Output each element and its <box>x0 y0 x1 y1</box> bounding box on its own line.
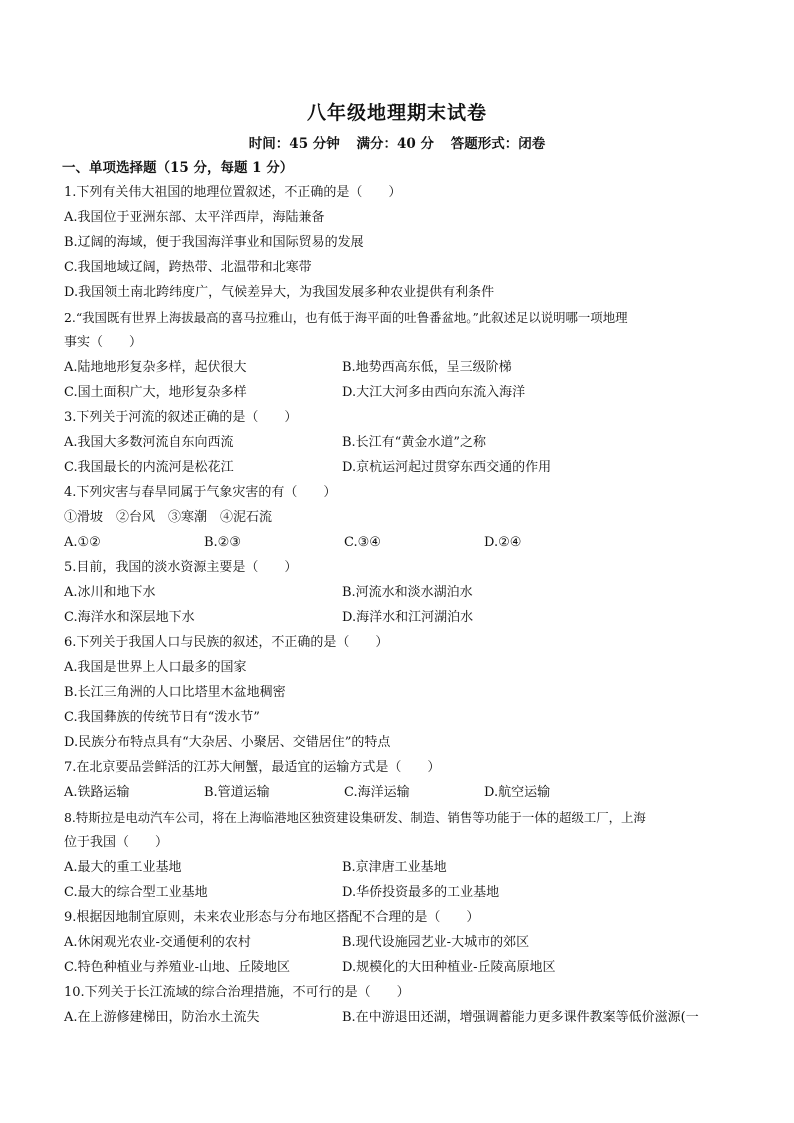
question-10-option-a: A.在上游修建梯田，防治水土流失 <box>64 1010 260 1025</box>
question-10-stem: 10.下列关于长江流域的综合治理措施，不可行的是（ ） <box>64 985 410 1000</box>
question-2-options-row2 <box>64 380 744 405</box>
exam-title: 八年级地理期末试卷 <box>306 102 487 124</box>
exam-meta <box>0 132 794 152</box>
question-3-option-c: C.我国最长的内流河是松花江 <box>64 460 234 475</box>
question-7-options <box>64 780 744 805</box>
question-5-option-b: B.河流水和淡水湖泊水 <box>342 585 473 600</box>
question-10-options-row1 <box>64 1005 744 1030</box>
question-7-stem: 7.在北京要品尝鲜活的江苏大闸蟹，最适宜的运输方式是（ ） <box>64 760 441 775</box>
question-7-option-a: A.铁路运输 <box>64 785 130 800</box>
question-7-option-c: C.海洋运输 <box>344 785 410 800</box>
question-2-stem-line2: 事实（ ） <box>64 335 143 350</box>
question-6-option-d: D.民族分布特点具有“大杂居、小聚居、交错居住”的特点 <box>64 735 391 750</box>
question-1-option-a: A.我国位于亚洲东部、太平洋西岸，海陆兼备 <box>64 210 325 225</box>
question-5-option-d: D.海洋水和江河湖泊水 <box>342 610 474 625</box>
question-2-options-row1 <box>64 355 744 380</box>
question-5-option-c: C.海洋水和深层地下水 <box>64 610 195 625</box>
question-2-option-a: A.陆地地形复杂多样，起伏很大 <box>64 360 247 375</box>
question-4-option-d: D.②④ <box>484 535 522 550</box>
question-7-option-d: D.航空运输 <box>484 785 551 800</box>
question-9-options-row1 <box>64 930 744 955</box>
exam-form: 答题形式：闭卷 <box>450 136 546 152</box>
question-4-option-c: C.③④ <box>344 535 381 550</box>
question-8-option-b: B.京津唐工业基地 <box>342 860 447 875</box>
question-4-option-b: B.②③ <box>204 535 241 550</box>
exam-time: 时间：45 分钟 <box>248 136 340 152</box>
question-9-option-d: D.规模化的大田种植业-丘陵高原地区 <box>342 960 556 975</box>
question-6-stem: 6.下列关于我国人口与民族的叙述，不正确的是（ ） <box>64 635 389 650</box>
question-8-options-row1 <box>64 855 744 880</box>
question-1-option-b: B.辽阔的海域，便于我国海洋事业和国际贸易的发展 <box>64 235 364 250</box>
question-8-option-c: C.最大的综合型工业基地 <box>64 885 208 900</box>
question-2-option-d: D.大江大河多由西向东流入海洋 <box>342 385 526 400</box>
question-6-option-c: C.我国彝族的传统节日有“泼水节” <box>64 710 260 725</box>
question-6-option-a: A.我国是世界上人口最多的国家 <box>64 660 247 675</box>
question-5-options-row2 <box>64 605 744 630</box>
question-6-option-b: B.长江三角洲的人口比塔里木盆地稠密 <box>64 685 286 700</box>
question-3-options-row1 <box>64 430 744 455</box>
question-7-option-b: B.管道运输 <box>204 785 270 800</box>
question-9-options-row2 <box>64 955 744 980</box>
question-5-options-row1 <box>64 580 744 605</box>
question-1-option-c: C.我国地域辽阔，跨热带、北温带和北寒带 <box>64 260 312 275</box>
question-4-option-a: A.①② <box>64 535 101 550</box>
question-5-option-a: A.冰川和地下水 <box>64 585 156 600</box>
question-2-option-b: B.地势西高东低，呈三级阶梯 <box>342 360 512 375</box>
question-1-stem: 1.下列有关伟大祖国的地理位置叙述，不正确的是（ ） <box>64 185 402 200</box>
question-4-stem: 4.下列灾害与春旱同属于气象灾害的有（ ） <box>64 485 337 500</box>
question-9-option-c: C.特色种植业与养殖业-山地、丘陵地区 <box>64 960 291 975</box>
question-2-option-c: C.国土面积广大，地形复杂多样 <box>64 385 247 400</box>
section-heading: 一、单项选择题（15 分，每题 1 分） <box>62 160 294 176</box>
question-8-stem-line2: 位于我国（ ） <box>64 835 169 850</box>
question-3-options-row2 <box>64 455 744 480</box>
question-9-stem: 9.根据因地制宜原则，未来农业形态与分布地区搭配不合理的是（ ） <box>64 910 480 925</box>
question-3-option-d: D.京杭运河起过贯穿东西交通的作用 <box>342 460 552 475</box>
question-4-options <box>64 530 744 555</box>
question-8-option-a: A.最大的重工业基地 <box>64 860 182 875</box>
question-8-options-row2 <box>64 880 744 905</box>
question-2-stem-line1: 2.“我国既有世界上海拔最高的喜马拉雅山，也有低于海平面的吐鲁番盆地。”此叙述足以说明哪一项地理 <box>64 310 628 325</box>
exam-content <box>64 156 744 1030</box>
question-8-stem-line1: 8.特斯拉是电动汽车公司，将在上海临港地区独资建设集研发、制造、销售等功能于一体的超级工厂，上海 <box>64 810 646 825</box>
question-1-option-d: D.我国领土南北跨纬度广，气候差异大，为我国发展多种农业提供有利条件 <box>64 285 495 300</box>
question-3-stem: 3.下列关于河流的叙述正确的是（ ） <box>64 410 298 425</box>
question-4-items: ①滑坡 ②台风 ③寒潮 ④泥石流 <box>64 510 273 525</box>
question-9-option-b: B.现代设施园艺业-大城市的郊区 <box>342 935 530 950</box>
question-8-option-d: D.华侨投资最多的工业基地 <box>342 885 500 900</box>
question-3-option-b: B.长江有“黄金水道”之称 <box>342 435 486 450</box>
question-10-option-b: B.在中游退田还湖，增强调蓄能力更多课件教案等低价滋源(一 <box>342 1010 699 1025</box>
exam-score: 满分：40 分 <box>356 136 434 152</box>
question-5-stem: 5.目前，我国的淡水资源主要是（ ） <box>64 560 298 575</box>
question-9-option-a: A.休闲观光农业-交通便利的农村 <box>64 935 251 950</box>
question-3-option-a: A.我国大多数河流自东向西流 <box>64 435 234 450</box>
